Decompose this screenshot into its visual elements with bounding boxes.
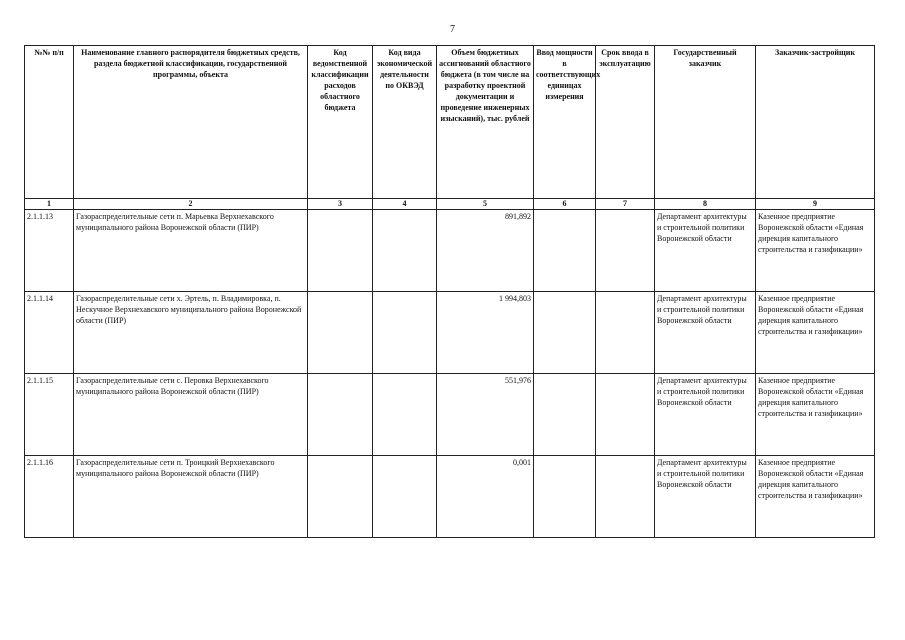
table-row (25, 374, 875, 456)
dept-code-cell (308, 210, 373, 292)
header-cell-capacity: Ввод мощности в соответствующих единицах измерения (534, 46, 596, 199)
okved-code-cell (373, 292, 437, 374)
page-number: 7 (450, 24, 455, 35)
row-code: 2.1.1.13 (25, 210, 74, 292)
row-code: 2.1.1.15 (25, 374, 74, 456)
capacity-cell (534, 292, 596, 374)
state-customer: Департамент архитектуры и строительной политики Воронежской области (655, 292, 756, 374)
column-number: 1 (25, 199, 74, 210)
object-name: Газораспределительные сети п. Троицкий Верхнехавского муниципального района Воронежской области (ПИР) (74, 456, 308, 538)
header-row (25, 46, 875, 199)
state-customer: Департамент архитектуры и строительной политики Воронежской области (655, 456, 756, 538)
header-cell-number: №№ п/п (25, 46, 74, 199)
dept-code-cell (308, 374, 373, 456)
amount-cell: 1 994,803 (437, 292, 534, 374)
column-number: 8 (655, 199, 756, 210)
header-cell-okved-code: Код вида экономической деятельности по ОКВЭД (373, 46, 437, 199)
amount-cell: 551,976 (437, 374, 534, 456)
object-name: Газораспределительные сети х. Эртель, п. Владимировка, п. Нескучное Верхнехавского муниципального района Воронежской области (ПИР) (74, 292, 308, 374)
column-number: 4 (373, 199, 437, 210)
customer-developer: Казенное предприятие Воронежской области «Единая дирекция капитального строительства и газификации» (756, 292, 875, 374)
header-cell-developer: Заказчик-застройщик (756, 46, 875, 199)
table-row (25, 210, 875, 292)
okved-code-cell (373, 210, 437, 292)
dept-code-cell (308, 456, 373, 538)
okved-code-cell (373, 456, 437, 538)
header-cell-customer: Государственный заказчик (655, 46, 756, 199)
amount-cell: 891,892 (437, 210, 534, 292)
capacity-cell (534, 374, 596, 456)
column-number: 5 (437, 199, 534, 210)
table-row (25, 292, 875, 374)
header-cell-term: Срок ввода в эксплуатацию (596, 46, 655, 199)
column-number: 6 (534, 199, 596, 210)
column-number: 3 (308, 199, 373, 210)
object-name: Газораспределительные сети с. Перовка Верхнехавского муниципального района Воронежской области (ПИР) (74, 374, 308, 456)
column-number: 7 (596, 199, 655, 210)
column-number: 9 (756, 199, 875, 210)
column-number-row (25, 199, 875, 210)
capacity-cell (534, 210, 596, 292)
dept-code-cell (308, 292, 373, 374)
column-number: 2 (74, 199, 308, 210)
state-customer: Департамент архитектуры и строительной политики Воронежской области (655, 374, 756, 456)
header-cell-amount: Объем бюджетных ассигнований областного бюджета (в том числе на разработку проектной документации и проведение инженерных изысканий), тыс. рублей (437, 46, 534, 199)
header-cell-name: Наименование главного распорядителя бюджетных средств, раздела бюджетной классификации, государственной программы, объекта (74, 46, 308, 199)
header-cell-dept-code: Код ведомственной классификации расходов областного бюджета (308, 46, 373, 199)
term-cell (596, 456, 655, 538)
term-cell (596, 210, 655, 292)
row-code: 2.1.1.14 (25, 292, 74, 374)
customer-developer: Казенное предприятие Воронежской области «Единая дирекция капитального строительства и газификации» (756, 210, 875, 292)
customer-developer: Казенное предприятие Воронежской области «Единая дирекция капитального строительства и газификации» (756, 456, 875, 538)
table-row (25, 456, 875, 538)
term-cell (596, 374, 655, 456)
customer-developer: Казенное предприятие Воронежской области «Единая дирекция капитального строительства и газификации» (756, 374, 875, 456)
row-code: 2.1.1.16 (25, 456, 74, 538)
okved-code-cell (373, 374, 437, 456)
budget-table (24, 45, 875, 538)
capacity-cell (534, 456, 596, 538)
state-customer: Департамент архитектуры и строительной политики Воронежской области (655, 210, 756, 292)
object-name: Газораспределительные сети п. Марьевка Верхнехавского муниципального района Воронежской области (ПИР) (74, 210, 308, 292)
amount-cell: 0,001 (437, 456, 534, 538)
term-cell (596, 292, 655, 374)
